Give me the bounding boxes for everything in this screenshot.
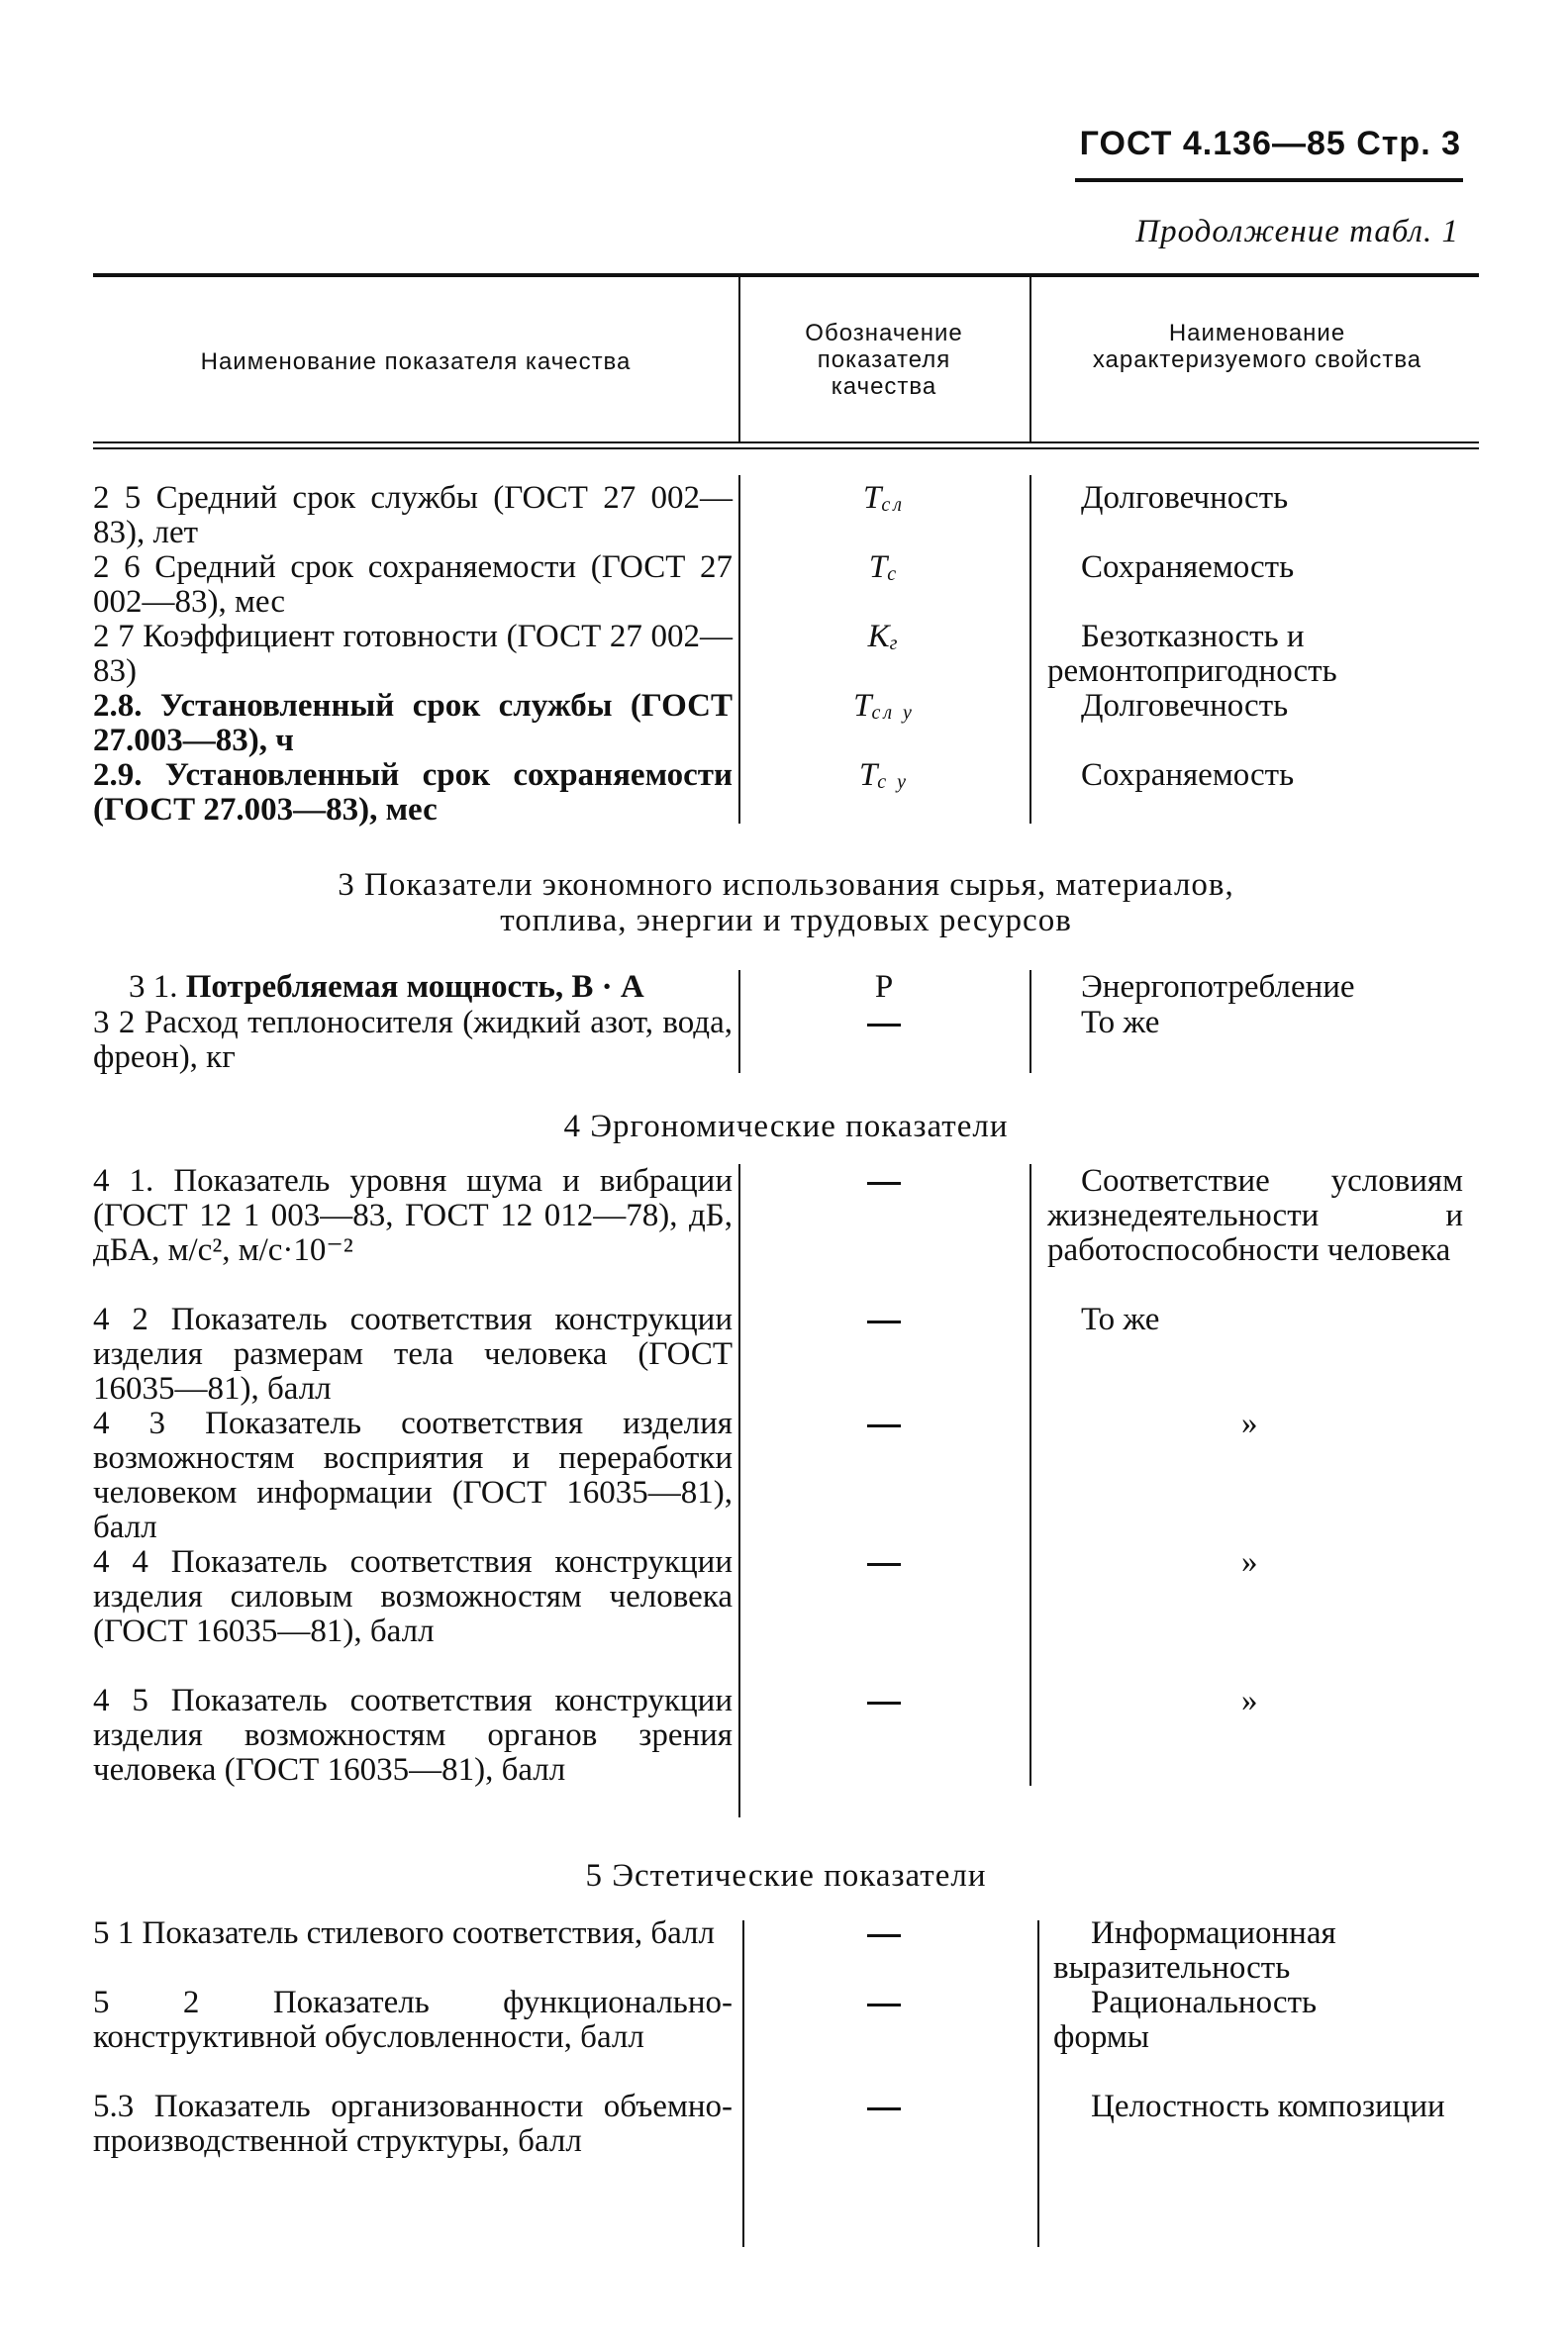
indicator-5-2: 5 2 Показатель функционально-конструктивной обусловленности, балл: [93, 1985, 733, 2055]
symbol-4-3: [744, 1407, 1024, 1441]
col-divider: [1037, 1920, 1039, 2247]
symbol-2-9: $T_{с у}$: [858, 757, 910, 793]
page-header: ГОСТ 4.136—85 Стр. 3: [1079, 125, 1461, 162]
symbol-3-2: [744, 1006, 1024, 1040]
indicator-2-9: 2.9. Установленный срок сохраняемости (ГОСТ 27.003—83), мес: [93, 757, 733, 828]
property-2-6: Сохраняемость: [1081, 549, 1295, 585]
symbol-4-2: [744, 1303, 1024, 1337]
column-header-symbol: Обозначение показателя качества: [805, 320, 963, 400]
col-divider: [738, 970, 740, 1073]
column-header-property: Наименование характеризуемого свойства: [1092, 320, 1422, 373]
property-4-3: »: [1241, 1406, 1258, 1441]
indicator-4-4: 4 4 Показатель соответствия конструкции изделия силовым возможностям человека (ГОСТ 16035—81), балл: [93, 1544, 733, 1649]
property-5-3: Целостность композиции: [1091, 2089, 1445, 2124]
symbol-2-8: $T_{сл у}$: [853, 688, 915, 724]
section-3-title-line1: 3 Показатели экономного использования сырья, материалов,: [338, 867, 1234, 903]
symbol-2-6: $T_с$: [868, 549, 900, 585]
table-continuation-label: Продолжение табл. 1: [1135, 214, 1459, 249]
symbol-dash: [867, 1321, 901, 1323]
symbol-dash: [867, 1424, 901, 1427]
symbol-5-1: [744, 1916, 1024, 1951]
indicator-3-1: [93, 970, 733, 1005]
symbol-dash: [867, 1563, 901, 1566]
property-2-5: Долговечность: [1081, 480, 1289, 516]
indicator-5-1: 5 1 Показатель стилевого соответствия, балл: [93, 1915, 715, 1951]
property-2-7: Безотказность и ремонтопригодность: [1047, 619, 1337, 689]
property-3-1: Энергопотребление: [1081, 969, 1355, 1005]
symbol-2-7: $K_г$: [867, 619, 901, 654]
property-4-1: Соответствие условиям жизнедеятельности и работоспособности человека: [1047, 1163, 1463, 1268]
indicator-2-6: 2 6 Средний срок сохраняемости (ГОСТ 27 002—83), мес: [93, 549, 733, 620]
indicator-4-2: 4 2 Показатель соответствия конструкции изделия размерам тела человека (ГОСТ 16035—81), балл: [93, 1302, 733, 1407]
symbol-dash: [867, 1182, 901, 1185]
column-header-indicator: Наименование показателя качества: [200, 348, 632, 375]
indicator-2-7: 2 7 Коэффициент готовности (ГОСТ 27 002—83): [93, 619, 733, 689]
indicator-4-1: 4 1. Показатель уровня шума и вибрации (ГОСТ 12 1 003—83, ГОСТ 12 012—78), дБ, дБА, м/с², м/с·10⁻²: [93, 1163, 733, 1268]
col-divider: [1029, 970, 1031, 1073]
indicator-5-3: 5.3 Показатель организованности объемно-производственной структуры, балл: [93, 2089, 733, 2159]
section-3-title-line2: топлива, энергии и трудовых ресурсов: [500, 903, 1072, 938]
symbol-dash: [867, 1024, 901, 1027]
symbol-5-2: [744, 1986, 1024, 2020]
property-4-2: То же: [1081, 1302, 1160, 1337]
symbol-4-4: [744, 1545, 1024, 1580]
property-4-4: »: [1241, 1544, 1258, 1580]
property-5-2: Рациональность формы: [1053, 1985, 1318, 2055]
symbol-4-5: [744, 1684, 1024, 1718]
table-header-rule-2: [93, 447, 1479, 449]
property-4-5: »: [1241, 1683, 1258, 1718]
indicator-3-2: 3 2 Расход теплоносителя (жидкий азот, вода, фреон), кг: [93, 1005, 733, 1075]
symbol-5-3: [744, 2090, 1024, 2124]
col-divider: [1029, 475, 1031, 824]
symbol-dash: [867, 2004, 901, 2006]
indicator-3-1-text: [129, 969, 644, 1005]
indicator-3-1-number: 3 1.: [129, 969, 186, 1005]
col-divider: [738, 1164, 740, 1817]
header-col-divider: [738, 277, 740, 443]
section-5-title: 5 Эстетические показатели: [585, 1858, 987, 1894]
symbol-dash: [867, 1934, 901, 1937]
table-header-rule: [93, 441, 1479, 443]
symbol-2-5: $T_{сл}$: [863, 480, 905, 516]
property-5-1: Информационная выразительность: [1053, 1915, 1336, 1986]
table-top-rule: [93, 273, 1479, 277]
col-divider: [742, 1920, 744, 2247]
symbol-4-1: [744, 1164, 1024, 1199]
col-divider: [1029, 1164, 1031, 1786]
indicator-4-5: 4 5 Показатель соответствия конструкции изделия возможностям органов зрения человека (ГОСТ 16035—81), балл: [93, 1683, 733, 1788]
col-divider: [738, 475, 740, 824]
indicator-4-3: 4 3 Показатель соответствия изделия возможностям восприятия и переработки человеком информации (ГОСТ 16035—81), балл: [93, 1406, 733, 1545]
indicator-3-1-title: Потребляемая мощность, В · А: [185, 969, 644, 1005]
symbol-3-1: P: [874, 969, 894, 1005]
property-2-8: Долговечность: [1081, 688, 1289, 724]
symbol-dash: [867, 1702, 901, 1705]
property-3-2: То же: [1081, 1005, 1160, 1040]
symbol-dash: [867, 2107, 901, 2110]
indicator-2-5: 2 5 Средний срок службы (ГОСТ 27 002—83), лет: [93, 480, 733, 550]
header-rule: [1075, 178, 1463, 182]
indicator-2-8: 2.8. Установленный срок службы (ГОСТ 27.003—83), ч: [93, 688, 733, 758]
header-col-divider: [1029, 277, 1031, 443]
property-2-9: Сохраняемость: [1081, 757, 1295, 793]
section-4-title: 4 Эргономические показатели: [563, 1109, 1009, 1144]
